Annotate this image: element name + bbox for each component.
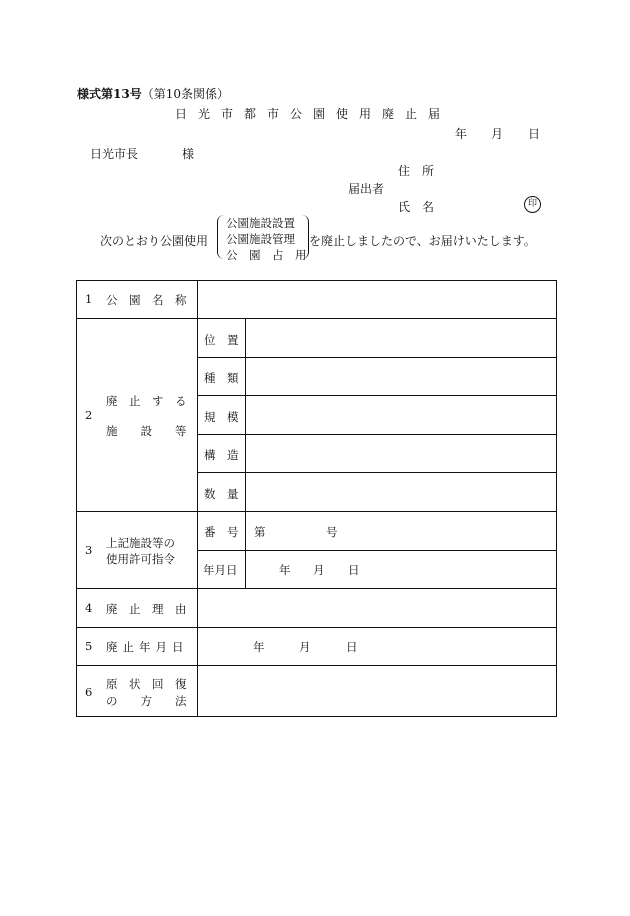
row4-number: 4 bbox=[85, 601, 93, 615]
option-park-occupancy: 公 園 占 用 bbox=[226, 248, 307, 262]
table-rule bbox=[245, 318, 246, 588]
permit-number-prefix: 第 bbox=[254, 525, 266, 539]
seal-mark: 印 bbox=[524, 196, 541, 213]
row4-label: 廃 止 理 由 bbox=[106, 602, 187, 616]
table-rule bbox=[197, 357, 557, 358]
addressee: 日光市長 bbox=[90, 147, 139, 161]
form-number-line bbox=[77, 85, 229, 102]
abolition-month: 月 bbox=[299, 640, 311, 654]
sub-label-location: 位 置 bbox=[204, 333, 239, 347]
permit-date-year: 年 bbox=[279, 563, 291, 577]
abolition-day: 日 bbox=[346, 640, 358, 654]
article-reference: （第10条関係） bbox=[141, 87, 229, 101]
sub-label-scale: 規 模 bbox=[204, 410, 239, 424]
table-rule bbox=[197, 434, 557, 435]
table-rule bbox=[76, 280, 77, 717]
row2-label-line1: 廃 止 す る bbox=[106, 394, 187, 408]
row5-number: 5 bbox=[85, 639, 93, 653]
statement-suffix: を廃止しましたので、お届けいたします。 bbox=[309, 234, 536, 248]
row6-label-line2: の 方 法 bbox=[106, 694, 187, 708]
row2-number: 2 bbox=[85, 408, 93, 422]
table-rule bbox=[76, 716, 557, 717]
permit-number-label: 番 号 bbox=[204, 525, 239, 539]
table-rule bbox=[197, 472, 557, 473]
date-month-label: 月 bbox=[491, 127, 504, 141]
sub-label-type: 種 類 bbox=[204, 371, 239, 385]
table-rule bbox=[76, 318, 557, 319]
table-rule bbox=[76, 511, 557, 512]
permit-date-day: 日 bbox=[348, 563, 360, 577]
table-rule bbox=[197, 550, 557, 551]
row3-label-line2: 使用許可指令 bbox=[106, 552, 175, 566]
statement-prefix: 次のとおり公園使用 bbox=[100, 234, 209, 248]
table-rule bbox=[197, 395, 557, 396]
permit-number-suffix: 号 bbox=[326, 525, 338, 539]
row6-label-line1: 原 状 回 復 bbox=[106, 677, 187, 691]
option-facility-installation: 公園施設設置 bbox=[226, 216, 295, 230]
applicant-role-label: 届出者 bbox=[348, 182, 385, 196]
row2-label-line2: 施 設 等 bbox=[106, 424, 187, 438]
table-rule bbox=[76, 588, 557, 589]
address-label: 住 所 bbox=[398, 164, 435, 178]
abolition-year: 年 bbox=[253, 640, 265, 654]
table-rule bbox=[76, 627, 557, 628]
table-rule bbox=[556, 280, 557, 717]
form-table bbox=[76, 280, 557, 717]
date-year-label: 年 bbox=[455, 127, 468, 141]
document-title: 日光市都市公園使用廃止届 bbox=[175, 107, 452, 121]
row6-number: 6 bbox=[85, 685, 93, 699]
row1-label: 公 園 名 称 bbox=[106, 293, 187, 307]
sub-label-structure: 構 造 bbox=[204, 448, 239, 462]
name-label: 氏 名 bbox=[398, 200, 435, 214]
permit-date-label: 年月日 bbox=[203, 563, 238, 577]
table-rule bbox=[76, 665, 557, 666]
honorific: 様 bbox=[182, 147, 195, 161]
option-facility-management: 公園施設管理 bbox=[226, 232, 295, 246]
form-number: 様式第13号 bbox=[77, 87, 142, 101]
row3-number: 3 bbox=[85, 543, 93, 557]
permit-date-month: 月 bbox=[313, 563, 325, 577]
sub-label-quantity: 数 量 bbox=[204, 487, 239, 501]
row5-label: 廃止年月日 bbox=[106, 640, 189, 654]
date-day-label: 日 bbox=[528, 127, 541, 141]
row1-number: 1 bbox=[85, 292, 93, 306]
table-rule bbox=[76, 280, 557, 281]
table-rule bbox=[197, 280, 198, 717]
row3-label-line1: 上記施設等の bbox=[106, 536, 175, 550]
